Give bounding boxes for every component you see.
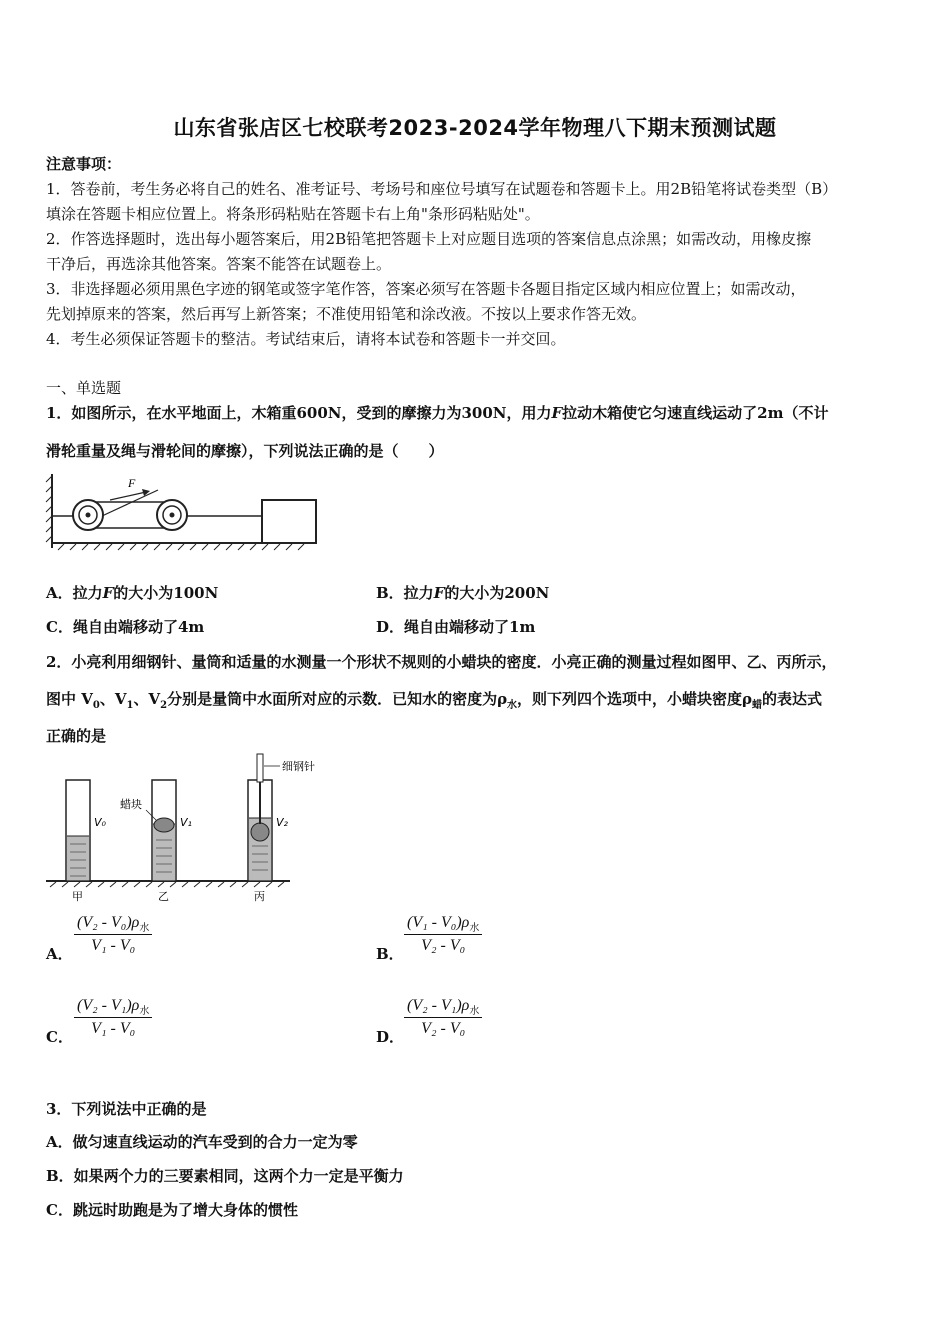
- sub: 水: [469, 923, 480, 935]
- q3-option-a: A．做匀速直线运动的汽车受到的合力一定为零: [46, 1133, 358, 1151]
- notes-line: 先划掉原来的答案，然后再写上新答案；不准使用铅笔和涂改液。不按以上要求作答无效。: [46, 305, 647, 323]
- cylinder-jia: [66, 780, 107, 881]
- pulley-figure: [44, 470, 324, 555]
- q2-option-d-formula: [404, 997, 482, 1038]
- v1-label: V₁: [180, 816, 192, 829]
- formula-num: (V₂ - V₁)ρ: [77, 997, 140, 1014]
- rope: [102, 490, 158, 516]
- option-var: F: [102, 584, 114, 602]
- v0-label: V₀: [94, 816, 106, 829]
- wooden-box: [262, 500, 316, 543]
- option-var: F: [433, 584, 445, 602]
- q1-text-a: 1．如图所示，在水平地面上，木箱重600N，受到的摩擦力为300N，用力: [46, 404, 552, 422]
- q3-stem: 3．下列说法中正确的是: [46, 1100, 207, 1118]
- q1-option-a: [46, 582, 218, 603]
- formula-den: V₂ - V₀: [421, 937, 466, 955]
- notes-line: 3．非选择题必须用黑色字迹的钢笔或签字笔作答，答案必须写在答题卡各题目指定区域内相应位置上；如需改动，: [46, 280, 806, 298]
- force-label: F: [128, 476, 136, 490]
- sub: 1: [126, 700, 134, 711]
- right-pulley: [157, 500, 187, 530]
- q2-option-b-formula: [404, 914, 482, 955]
- notes-line: 2．作答选择题时，选出每小题答案后，用2B铅笔把答题卡上对应题目选项的答案信息点涂黑；如需改动，用橡皮擦: [46, 230, 812, 248]
- caption-yi: 乙: [158, 890, 169, 903]
- formula-den: V₁ - V₀: [91, 937, 136, 955]
- formula-den: V₁ - V₀: [91, 1020, 136, 1038]
- cylinders-figure: [44, 752, 344, 904]
- page-title: 山东省张店区七校联考2023-2024学年物理八下期末预测试题: [173, 116, 777, 140]
- needle-label: 细钢针: [282, 760, 315, 773]
- formula-num: (V₁ - V₀)ρ: [407, 914, 470, 931]
- left-pulley: [73, 500, 103, 530]
- option-text: B．拉力: [376, 584, 434, 602]
- q2-option-c-label: C．: [46, 1028, 73, 1046]
- ground-hatch: [58, 544, 304, 550]
- q2-stem-line1: 2．小亮利用细钢针、量筒和适量的水测量一个形状不规则的小蜡块的密度．小亮正确的测量过程如图甲、乙、丙所示，: [46, 653, 837, 671]
- option-text: A．拉力: [46, 584, 103, 602]
- q2-text: 、V: [133, 690, 161, 708]
- q2-option-a-formula: [74, 914, 152, 955]
- q2-stem-line2: [46, 688, 822, 711]
- q1-option-c: C．绳自由端移动了4m: [46, 618, 205, 636]
- q1-option-b: [376, 582, 549, 603]
- sub: 蜡: [752, 700, 763, 711]
- notes-line: 1．答卷前，考生务必将自己的姓名、准考证号、考场号和座位号填写在试题卷和答题卡上。用2B铅笔将试卷类型（B）: [46, 180, 838, 198]
- sub: 水: [139, 923, 150, 935]
- caption-bing: 丙: [254, 890, 265, 903]
- cylinder-yi: [120, 780, 192, 881]
- q2-text: 分别是量筒中水面所对应的示数．已知水的密度为ρ: [167, 690, 508, 708]
- section-heading: 一、单选题: [46, 379, 122, 397]
- notes-line: 4．考生必须保证答题卡的整洁。考试结束后，请将本试卷和答题卡一并交回。: [46, 330, 566, 348]
- cylinder-bing: [248, 754, 315, 881]
- wax-block: [251, 823, 269, 841]
- v2-label: V₂: [276, 816, 288, 829]
- sub: 水: [507, 700, 518, 711]
- q2-option-a-label: A．: [46, 945, 73, 963]
- formula-den: V₂ - V₀: [421, 1020, 466, 1038]
- q2-text: 、V: [99, 690, 127, 708]
- needle-handle: [257, 754, 263, 782]
- q2-option-b-label: B．: [376, 945, 404, 963]
- force-arrow: [110, 492, 146, 500]
- q2-option-c-formula: [74, 997, 152, 1038]
- notes-line: 填涂在答题卡相应位置上。将条形码粘贴在答题卡右上角"条形码粘贴处"。: [46, 205, 540, 223]
- wax-block: [154, 818, 174, 832]
- sub: 水: [139, 1006, 150, 1018]
- formula-num: (V₂ - V₁)ρ: [407, 997, 470, 1014]
- sub: 0: [92, 700, 100, 711]
- q2-text: 的表达式: [762, 690, 823, 708]
- q3-option-c: C．跳远时助跑是为了增大身体的惯性: [46, 1201, 298, 1219]
- ground-hatch: [50, 882, 284, 887]
- q2-text: ，则下列四个选项中，小蜡块密度ρ: [517, 690, 753, 708]
- q1-option-d: D．绳自由端移动了1m: [376, 618, 536, 636]
- q1-stem-line1: [46, 402, 828, 423]
- formula-num: (V₂ - V₀)ρ: [77, 914, 140, 931]
- q1-stem-line2: 滑轮重量及绳与滑轮间的摩擦），下列说法正确的是（ ）: [46, 442, 444, 460]
- notes-line: 干净后，再选涂其他答案。答案不能答在试题卷上。: [46, 255, 392, 273]
- sub: 2: [160, 700, 168, 711]
- q3-option-b: B．如果两个力的三要素相同，这两个力一定是平衡力: [46, 1167, 404, 1185]
- q2-text: 图中 V: [46, 690, 93, 708]
- q1-var-f: F: [551, 404, 563, 422]
- sub: 水: [469, 1006, 480, 1018]
- wax-label: 蜡块: [120, 798, 142, 811]
- option-text: 的大小为200N: [444, 584, 550, 602]
- option-text: 的大小为100N: [113, 584, 219, 602]
- caption-jia: 甲: [72, 890, 83, 903]
- q2-stem-line3: 正确的是: [46, 727, 107, 745]
- q1-text-b: 拉动木箱使它匀速直线运动了2m（不计: [562, 404, 829, 422]
- q2-option-d-label: D．: [376, 1028, 405, 1046]
- notes-heading: 注意事项：: [46, 155, 122, 173]
